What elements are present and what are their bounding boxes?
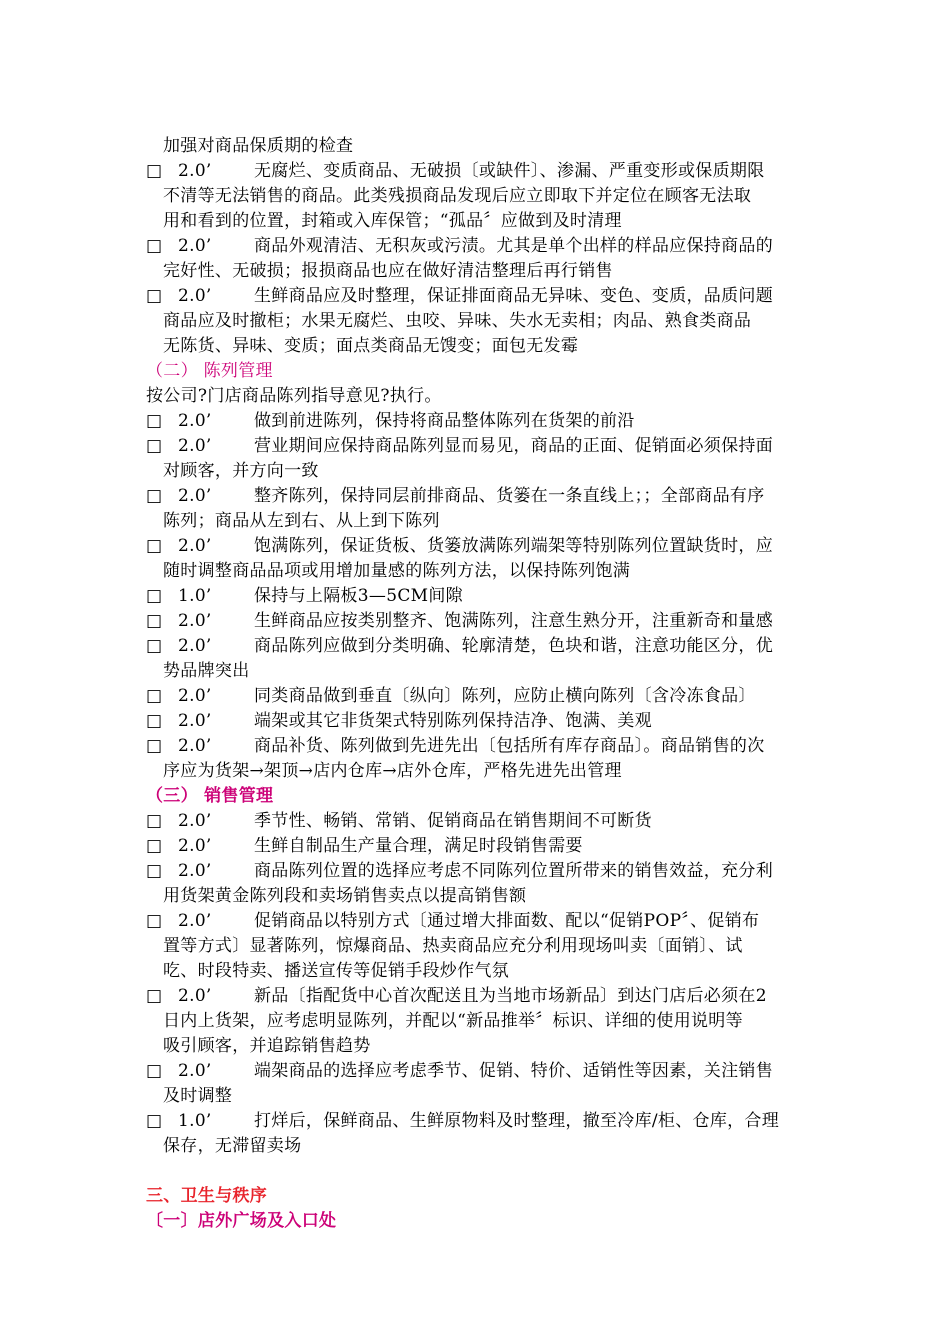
item-line <box>146 534 828 559</box>
item-line <box>146 609 828 634</box>
checkbox-icon[interactable]: □ <box>146 436 163 456</box>
item-line <box>146 309 828 334</box>
item-text: 端架商品的选择应考虑季节、促销、特价、适销性等因素，关注销售 <box>254 1061 773 1081</box>
item-line <box>146 934 828 959</box>
item-line <box>146 709 828 734</box>
item-score: 2.0’ <box>178 711 212 731</box>
checklist-item <box>146 634 828 684</box>
checkbox-icon[interactable]: □ <box>146 586 163 606</box>
item-line <box>146 434 828 459</box>
checkbox-icon[interactable]: □ <box>146 736 163 756</box>
item-text: 保持与上隔板3—5CM间隙 <box>254 586 463 606</box>
item-text: 势品牌突出 <box>163 661 250 681</box>
checklist-item <box>146 1109 828 1159</box>
item-text: 同类商品做到垂直〔纵向〕陈列，应防止横向陈列〔含冷冻食品〕 <box>254 686 756 706</box>
item-line <box>146 259 828 284</box>
checklist-item <box>146 734 828 784</box>
item-text: 不清等无法销售的商品。此类残损商品发现后应立即取下并定位在顾客无法取 <box>163 186 752 206</box>
item-text: 及时调整 <box>163 1086 233 1106</box>
item-line <box>146 509 828 534</box>
item-text: 新品〔指配货中心首次配送且为当地市场新品〕到达门店后必须在2 <box>254 986 767 1006</box>
subsection-title: 〔一〕店外广场及入口处 <box>146 1211 337 1231</box>
item-score: 2.0’ <box>178 161 212 181</box>
checkbox-icon[interactable]: □ <box>146 911 163 931</box>
item-text: 日内上货架，应考虑明显陈列，并配以“新品推举〞标识、详细的使用说明等 <box>163 1011 743 1031</box>
item-line <box>146 884 828 909</box>
chapter-title: 三、卫生与秩序 <box>146 1186 268 1206</box>
checkbox-icon[interactable]: □ <box>146 861 163 881</box>
item-text: 打烊后，保鲜商品、生鲜原物料及时整理，撤至冷库/柜、仓库，合理 <box>254 1111 780 1131</box>
item-line <box>146 634 828 659</box>
item-score: 2.0’ <box>178 686 212 706</box>
item-line <box>146 734 828 759</box>
item-score: 2.0’ <box>178 286 212 306</box>
item-text: 商品外观清洁、无积灰或污渍。尤其是单个出样的样品应保持商品的 <box>254 236 773 256</box>
item-text: 用货架黄金陈列段和卖场销售卖点以提高销售额 <box>163 886 527 906</box>
checkbox-icon[interactable]: □ <box>146 711 163 731</box>
item-text: 吃、时段特卖、播送宣传等促销手段炒作气氛 <box>163 961 509 981</box>
item-text: 生鲜商品应及时整理，保证排面商品无异味、变色、变质，品质问题 <box>254 286 773 306</box>
checkbox-icon[interactable]: □ <box>146 161 163 181</box>
checkbox-icon[interactable]: □ <box>146 486 163 506</box>
item-text: 商品陈列位置的选择应考虑不同陈列位置所带来的销售效益，充分利 <box>254 861 773 881</box>
item-line <box>146 984 828 1009</box>
item-text: 商品补货、陈列做到先进先出〔包括所有库存商品〕。商品销售的次 <box>254 736 765 756</box>
item-text: 用和看到的位置，封箱或入库保管；“孤品〞应做到及时清理 <box>163 211 622 231</box>
item-text: 吸引顾客，并追踪销售趋势 <box>163 1036 371 1056</box>
item-score: 2.0’ <box>178 911 212 931</box>
checkbox-icon[interactable]: □ <box>146 286 163 306</box>
item-text: 营业期间应保持商品陈列显而易见，商品的正面、促销面必须保持面 <box>254 436 773 456</box>
item-score: 2.0’ <box>178 836 212 856</box>
checklist-item <box>146 1059 828 1109</box>
checklist-item <box>146 984 828 1059</box>
checkbox-icon[interactable]: □ <box>146 811 163 831</box>
item-line <box>146 809 828 834</box>
item-score: 2.0’ <box>178 811 212 831</box>
item-score: 2.0’ <box>178 1061 212 1081</box>
item-line <box>146 484 828 509</box>
checklist-item <box>146 534 828 584</box>
item-line <box>146 284 828 309</box>
item-line <box>146 859 828 884</box>
section-title-display: （二） 陈列管理 <box>146 361 273 381</box>
item-line <box>146 234 828 259</box>
item-text: 无陈货、异味、变质；面点类商品无馊变；面包无发霉 <box>163 336 579 356</box>
checklist-item <box>146 159 828 234</box>
section-intro: 按公司?门店商品陈列指导意见?执行。 <box>146 386 442 406</box>
intro-line: 加强对商品保质期的检查 <box>163 136 354 156</box>
item-line <box>146 759 828 784</box>
checkbox-icon[interactable]: □ <box>146 536 163 556</box>
item-score: 2.0’ <box>178 536 212 556</box>
checkbox-icon[interactable]: □ <box>146 1061 163 1081</box>
checkbox-icon[interactable]: □ <box>146 686 163 706</box>
item-text: 生鲜自制品生产量合理，满足时段销售需要 <box>254 836 583 856</box>
checklist-item <box>146 409 828 434</box>
item-score: 1.0’ <box>178 586 212 606</box>
item-line <box>146 159 828 184</box>
checklist-item <box>146 434 828 484</box>
checklist-item <box>146 484 828 534</box>
checkbox-icon[interactable]: □ <box>146 611 163 631</box>
item-score: 2.0’ <box>178 861 212 881</box>
item-text: 保存，无滞留卖场 <box>163 1136 302 1156</box>
item-line <box>146 209 828 234</box>
item-text: 商品应及时撤柜；水果无腐烂、虫咬、异味、失水无卖相；肉品、熟食类商品 <box>163 311 752 331</box>
item-text: 置等方式〕显著陈列，惊爆商品、热卖商品应充分利用现场叫卖〔面销〕、试 <box>163 936 743 956</box>
item-line <box>146 584 828 609</box>
item-text: 完好性、无破损；报损商品也应在做好清洁整理后再行销售 <box>163 261 613 281</box>
item-score: 2.0’ <box>178 236 212 256</box>
checklist-item <box>146 684 828 709</box>
item-text: 生鲜商品应按类别整齐、饱满陈列，注意生熟分开，注重新奇和量感 <box>254 611 773 631</box>
item-line <box>146 184 828 209</box>
item-text: 促销商品以特别方式〔通过增大排面数、配以“促销POP〞、促销布 <box>254 911 760 931</box>
item-line <box>146 1084 828 1109</box>
spacer <box>146 1159 828 1184</box>
section-title-sales: （三） 销售管理 <box>146 786 274 806</box>
item-line <box>146 834 828 859</box>
checklist-item <box>146 834 828 859</box>
item-text: 商品陈列应做到分类明确、轮廓清楚，色块和谐，注意功能区分，优 <box>254 636 773 656</box>
checklist-item <box>146 234 828 284</box>
item-score: 2.0’ <box>178 636 212 656</box>
item-line <box>146 334 828 359</box>
item-line <box>146 1109 828 1134</box>
checklist-item <box>146 584 828 609</box>
checklist-item <box>146 809 828 834</box>
item-score: 2.0’ <box>178 986 212 1006</box>
item-text: 对顾客，并方向一致 <box>163 461 319 481</box>
item-text: 随时调整商品品项或用增加量感的陈列方法，以保持陈列饱满 <box>163 561 631 581</box>
checkbox-icon[interactable]: □ <box>146 411 163 431</box>
item-text: 无腐烂、变质商品、无破损〔或缺件〕、渗漏、严重变形或保质期限 <box>254 161 765 181</box>
item-text: 整齐陈列，保持同层前排商品、货篓在一条直线上；；全部商品有序 <box>254 486 765 506</box>
item-line <box>146 559 828 584</box>
checkbox-icon[interactable]: □ <box>146 986 163 1006</box>
checklist-item <box>146 909 828 984</box>
item-text: 陈列；商品从左到右、从上到下陈列 <box>163 511 440 531</box>
item-line <box>146 684 828 709</box>
checkbox-icon[interactable]: □ <box>146 836 163 856</box>
item-score: 2.0’ <box>178 611 212 631</box>
checklist-item <box>146 284 828 359</box>
item-line <box>146 659 828 684</box>
item-text: 端架或其它非货架式特别陈列保持洁净、饱满、美观 <box>254 711 652 731</box>
item-score: 2.0’ <box>178 736 212 756</box>
item-score: 2.0’ <box>178 436 212 456</box>
item-line <box>146 1134 828 1159</box>
item-text: 序应为货架→架顶→店内仓库→店外仓库，严格先进先出管理 <box>163 761 622 781</box>
item-line <box>146 909 828 934</box>
checklist-item <box>146 859 828 909</box>
item-line <box>146 1034 828 1059</box>
item-line <box>146 409 828 434</box>
item-text: 饱满陈列，保证货板、货篓放满陈列端架等特别陈列位置缺货时，应 <box>254 536 773 556</box>
checkbox-icon[interactable]: □ <box>146 636 163 656</box>
checkbox-icon[interactable]: □ <box>146 1111 163 1131</box>
item-line <box>146 459 828 484</box>
document-body <box>146 134 828 1234</box>
checkbox-icon[interactable]: □ <box>146 236 163 256</box>
item-score: 2.0’ <box>178 411 212 431</box>
checklist-item <box>146 709 828 734</box>
item-text: 季节性、畅销、常销、促销商品在销售期间不可断货 <box>254 811 652 831</box>
checklist-item <box>146 609 828 634</box>
item-line <box>146 1059 828 1084</box>
item-score: 2.0’ <box>178 486 212 506</box>
item-line <box>146 1009 828 1034</box>
item-score: 1.0’ <box>178 1111 212 1131</box>
item-line <box>146 959 828 984</box>
item-text: 做到前进陈列，保持将商品整体陈列在货架的前沿 <box>254 411 635 431</box>
